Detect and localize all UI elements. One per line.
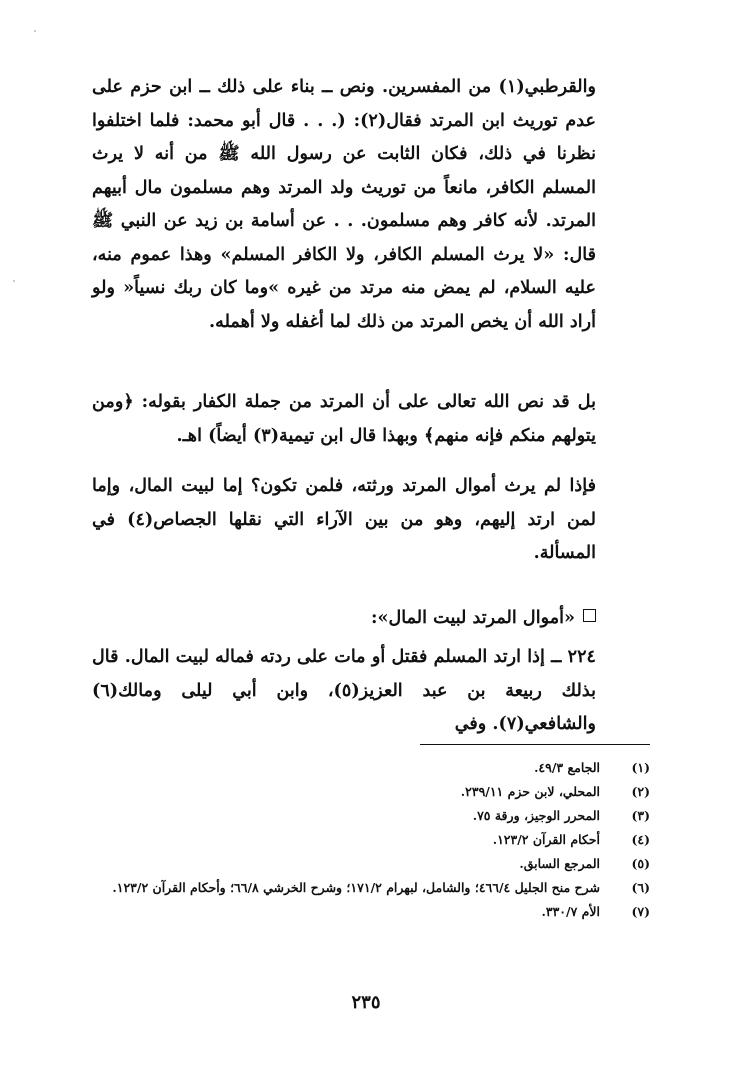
- footnote-text: المرجع السابق.: [519, 856, 600, 871]
- footnote: [92, 804, 650, 828]
- footnote-number: (٤): [631, 832, 650, 847]
- footnote-text: المحرر الوجيز، ورقة ٧٥.: [472, 808, 600, 823]
- item-separator: ــ: [544, 646, 568, 667]
- footnote-text: المحلي، لابن حزم ٢٣٩/١١.: [460, 784, 600, 799]
- paragraph-3: فإذا لم يرث أموال المرتد ورثته، فلمن تكون؟ إما لبيت المال، وإما لمن ارتد إليهم، وهو من بين الآراء التي نقلها الجصاص(٤) في المسألة.: [92, 475, 596, 563]
- footnotes: [92, 756, 650, 924]
- item-number: ٢٢٤: [567, 646, 596, 667]
- footnote: [92, 780, 650, 804]
- footnote-number: (١): [631, 760, 650, 775]
- footnote: [92, 900, 650, 924]
- footnote-number: (٦): [631, 880, 650, 895]
- item-text: إذا ارتد المسلم فقتل أو مات على ردته فماله لبيت المال. قال بذلك ربيعة بن عبد العزيز(٥)، وابن أبي ليلى ومالك(٦) والشافعي(٧). وفي: [92, 646, 596, 734]
- scan-speck: [13, 280, 15, 282]
- paragraph-2: بل قد نص الله تعالى على أن المرتد من جملة الكفار بقوله: ﴿ومن يتولهم منكم فإنه منهم﴾ وبهذا قال ابن تيمية(٣) أيضاً) اهـ.: [92, 391, 596, 446]
- footnote-text: الأم ٣٣٠/٧.: [541, 904, 600, 919]
- page-number: ٢٣٥: [351, 992, 381, 1013]
- footnote-number: (٢): [631, 784, 650, 799]
- footnote-text: الجامع ٤٩/٣.: [534, 760, 600, 775]
- footnote: [92, 828, 650, 852]
- section-heading: [92, 601, 596, 635]
- scan-speck: [34, 30, 36, 32]
- footnote: [92, 852, 650, 876]
- footnote-text: أحكام القرآن ١٢٣/٢.: [492, 832, 600, 847]
- footnote: [92, 756, 650, 780]
- numbered-item: [92, 640, 596, 741]
- footnote: [92, 876, 650, 900]
- square-bullet-icon: [583, 609, 596, 622]
- footnote-number: (٧): [631, 904, 650, 919]
- paragraph-1: والقرطبي(١) من المفسرين. ونص ــ بناء على ذلك ــ ابن حزم على عدم توريث ابن المرتد فقال(٢): (. . . قال أبو محمد: فلما اختلفوا نظرنا في ذلك، فكان الثابت عن رسول الله ﷺ من أنه لا يرث المسلم الكافر، مانعاً من توريث ولد المرتد وهم مسلمون مال أبيهم المرتد. لأنه كافر وهم مسلمون. . . عن أسامة بن زيد عن النبي ﷺ قال: «لا يرث المسلم الكافر، ولا الكافر المسلم» وهذا عموم منه، عليه السلام، لم يمض منه مرتد من غيره »وما كان ربك نسياً« ولو أراد الله أن يخص المرتد من ذلك لما أغفله ولا أهمله.: [92, 76, 596, 332]
- section-heading-text: «أموال المرتد لبيت المال»:: [370, 607, 575, 628]
- footnote-divider: [420, 744, 650, 745]
- footnote-text: شرح منح الجليل ٤٦٦/٤؛ والشامل، لبهرام ١٧١/٢؛ وشرح الخرشي ٦٦/٨؛ وأحكام القرآن ١٢٣/٢.: [112, 880, 600, 895]
- footnote-number: (٥): [631, 856, 650, 871]
- footnote-number: (٣): [631, 808, 650, 823]
